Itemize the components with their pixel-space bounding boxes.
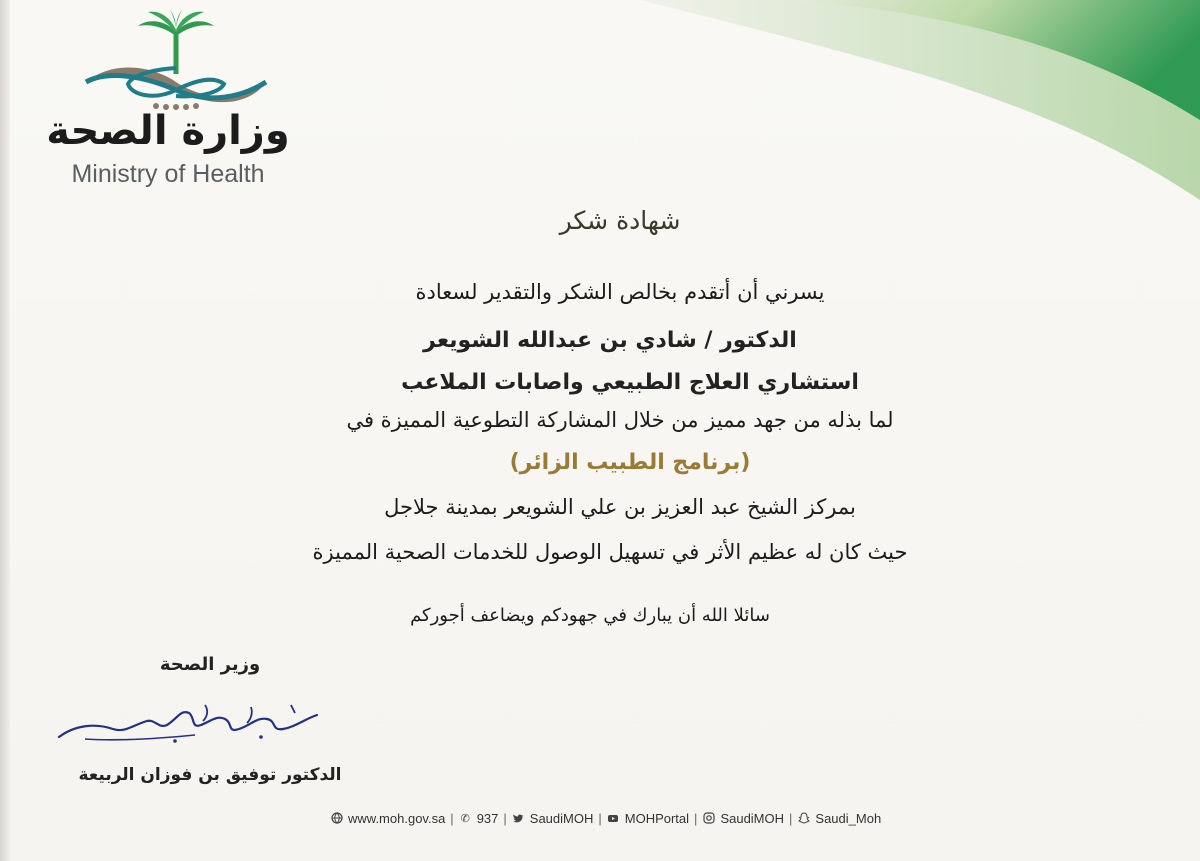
signatory-name: الدكتور توفيق بن فوزان الربيعة xyxy=(78,765,342,785)
closing-line: سائلا الله أن يبارك في جهودكم ويضاعف أجوركم xyxy=(410,605,770,626)
decorative-green-wave xyxy=(640,0,1200,200)
footer-separator: | xyxy=(694,810,698,826)
snapchat-icon xyxy=(797,812,810,825)
effort-line: لما بذله من جهد مميز من خلال المشاركة التطوعية المميزة في xyxy=(346,408,894,432)
phone-icon: ✆ xyxy=(460,812,470,825)
footer-twitter[interactable]: SaudiMOH xyxy=(529,810,594,826)
signature-icon xyxy=(55,695,325,755)
center-line: بمركز الشيخ عبد العزيز بن علي الشويعر بمدينة جلاجل xyxy=(384,495,856,519)
instagram-icon xyxy=(702,812,715,825)
footer-website[interactable]: www.moh.gov.sa xyxy=(348,810,446,826)
intro-line: يسرني أن أتقدم بخالص الشكر والتقدير لسعادة xyxy=(415,280,825,304)
recipient-position: استشاري العلاج الطبيعي واصابات الملاعب xyxy=(401,370,859,395)
footer-separator: | xyxy=(503,810,507,826)
footer-instagram[interactable]: SaudiMOH xyxy=(720,810,785,826)
program-name: (برنامج الطبيب الزائر) xyxy=(509,450,751,475)
logo-arabic-text: وزارة الصحة xyxy=(46,108,290,154)
impact-line: حيث كان له عظيم الأثر في تسهيل الوصول للخدمات الصحية المميزة xyxy=(312,540,908,564)
logo-english-text: Ministry of Health xyxy=(71,160,265,188)
recipient-name: الدكتور / شادي بن عبدالله الشويعر xyxy=(423,328,797,353)
footer-contact-bar xyxy=(330,808,930,828)
youtube-icon xyxy=(607,812,620,825)
footer-separator: | xyxy=(789,810,793,826)
certificate-title: شهادة شكر xyxy=(559,206,681,235)
page-edge-shadow xyxy=(0,0,10,861)
footer-separator: | xyxy=(450,810,454,826)
footer-snapchat[interactable]: Saudi_Moh xyxy=(815,810,882,826)
twitter-icon xyxy=(512,812,525,825)
footer-separator: | xyxy=(598,810,602,826)
footer-phone[interactable]: 937 xyxy=(476,810,499,826)
signatory-title: وزير الصحة xyxy=(159,654,261,675)
globe-icon xyxy=(330,812,343,825)
footer-youtube[interactable]: MOHPortal xyxy=(624,810,690,826)
